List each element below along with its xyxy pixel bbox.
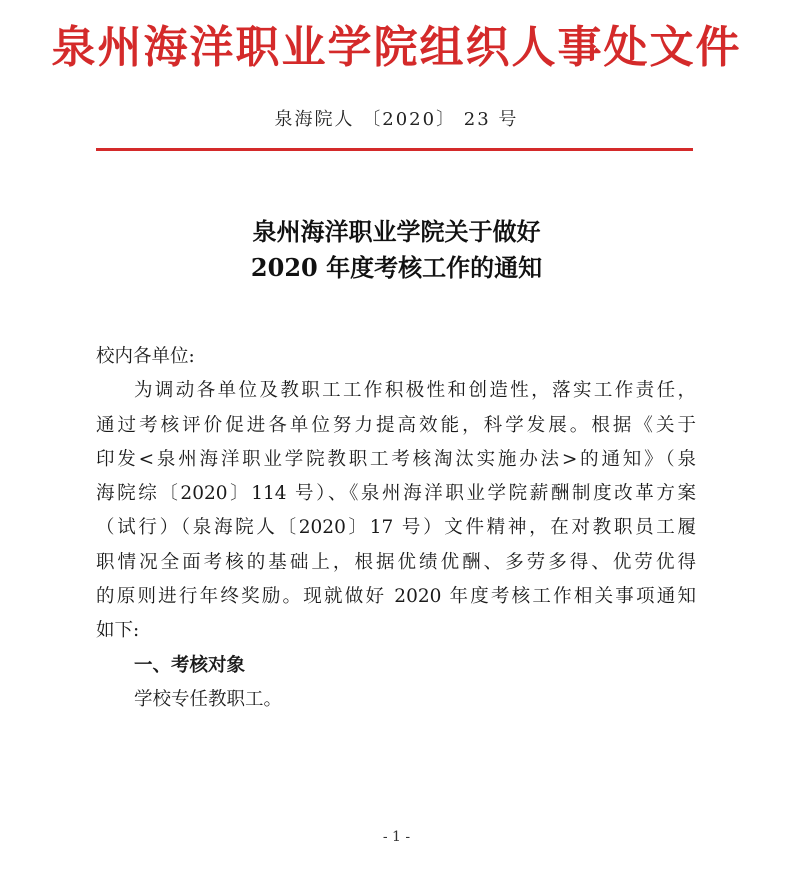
body-line-7: 的原则进行年终奖励。现就做好 2020 年度考核工作相关事项通知 <box>96 586 696 608</box>
page-number: - 1 - <box>382 829 411 845</box>
body-line-3: 印发<泉州海洋职业学院教职工考核淘汰实施办法>的通知》（泉 <box>96 448 696 470</box>
notice-title-line-2: 2020 年度考核工作的通知 <box>250 253 543 282</box>
notice-title <box>0 214 793 286</box>
body-line-6: 职情况全面考核的基础上，根据优绩优酬、多劳多得、优劳优得 <box>96 551 696 573</box>
body-line-5: （试行）（泉海院人〔2020〕17 号）文件精神，在对教职员工履 <box>96 517 696 539</box>
header-divider <box>96 148 693 151</box>
salutation: 校内各单位: <box>96 346 195 367</box>
issuing-office-title: 泉州海洋职业学院组织人事处文件 <box>51 22 742 73</box>
body-line-4: 海院综〔2020〕114 号）、《泉州海洋职业学院薪酬制度改革方案 <box>96 483 696 505</box>
section-text: 学校专任教职工。 <box>134 688 283 710</box>
document-number: 泉海院人 〔2020〕 23 号 <box>274 109 519 130</box>
body-line-2: 通过考核评价促进各单位努力提高效能，科学发展。根据《关于 <box>96 414 696 436</box>
body-line-8: 如下: <box>96 620 140 642</box>
notice-body <box>96 340 696 717</box>
section-heading: 一、考核对象 <box>134 654 246 676</box>
notice-title-line-1: 泉州海洋职业学院关于做好 <box>252 217 541 246</box>
body-line-1: 为调动各单位及教职工工作积极性和创造性，落实工作责任， <box>134 380 696 402</box>
